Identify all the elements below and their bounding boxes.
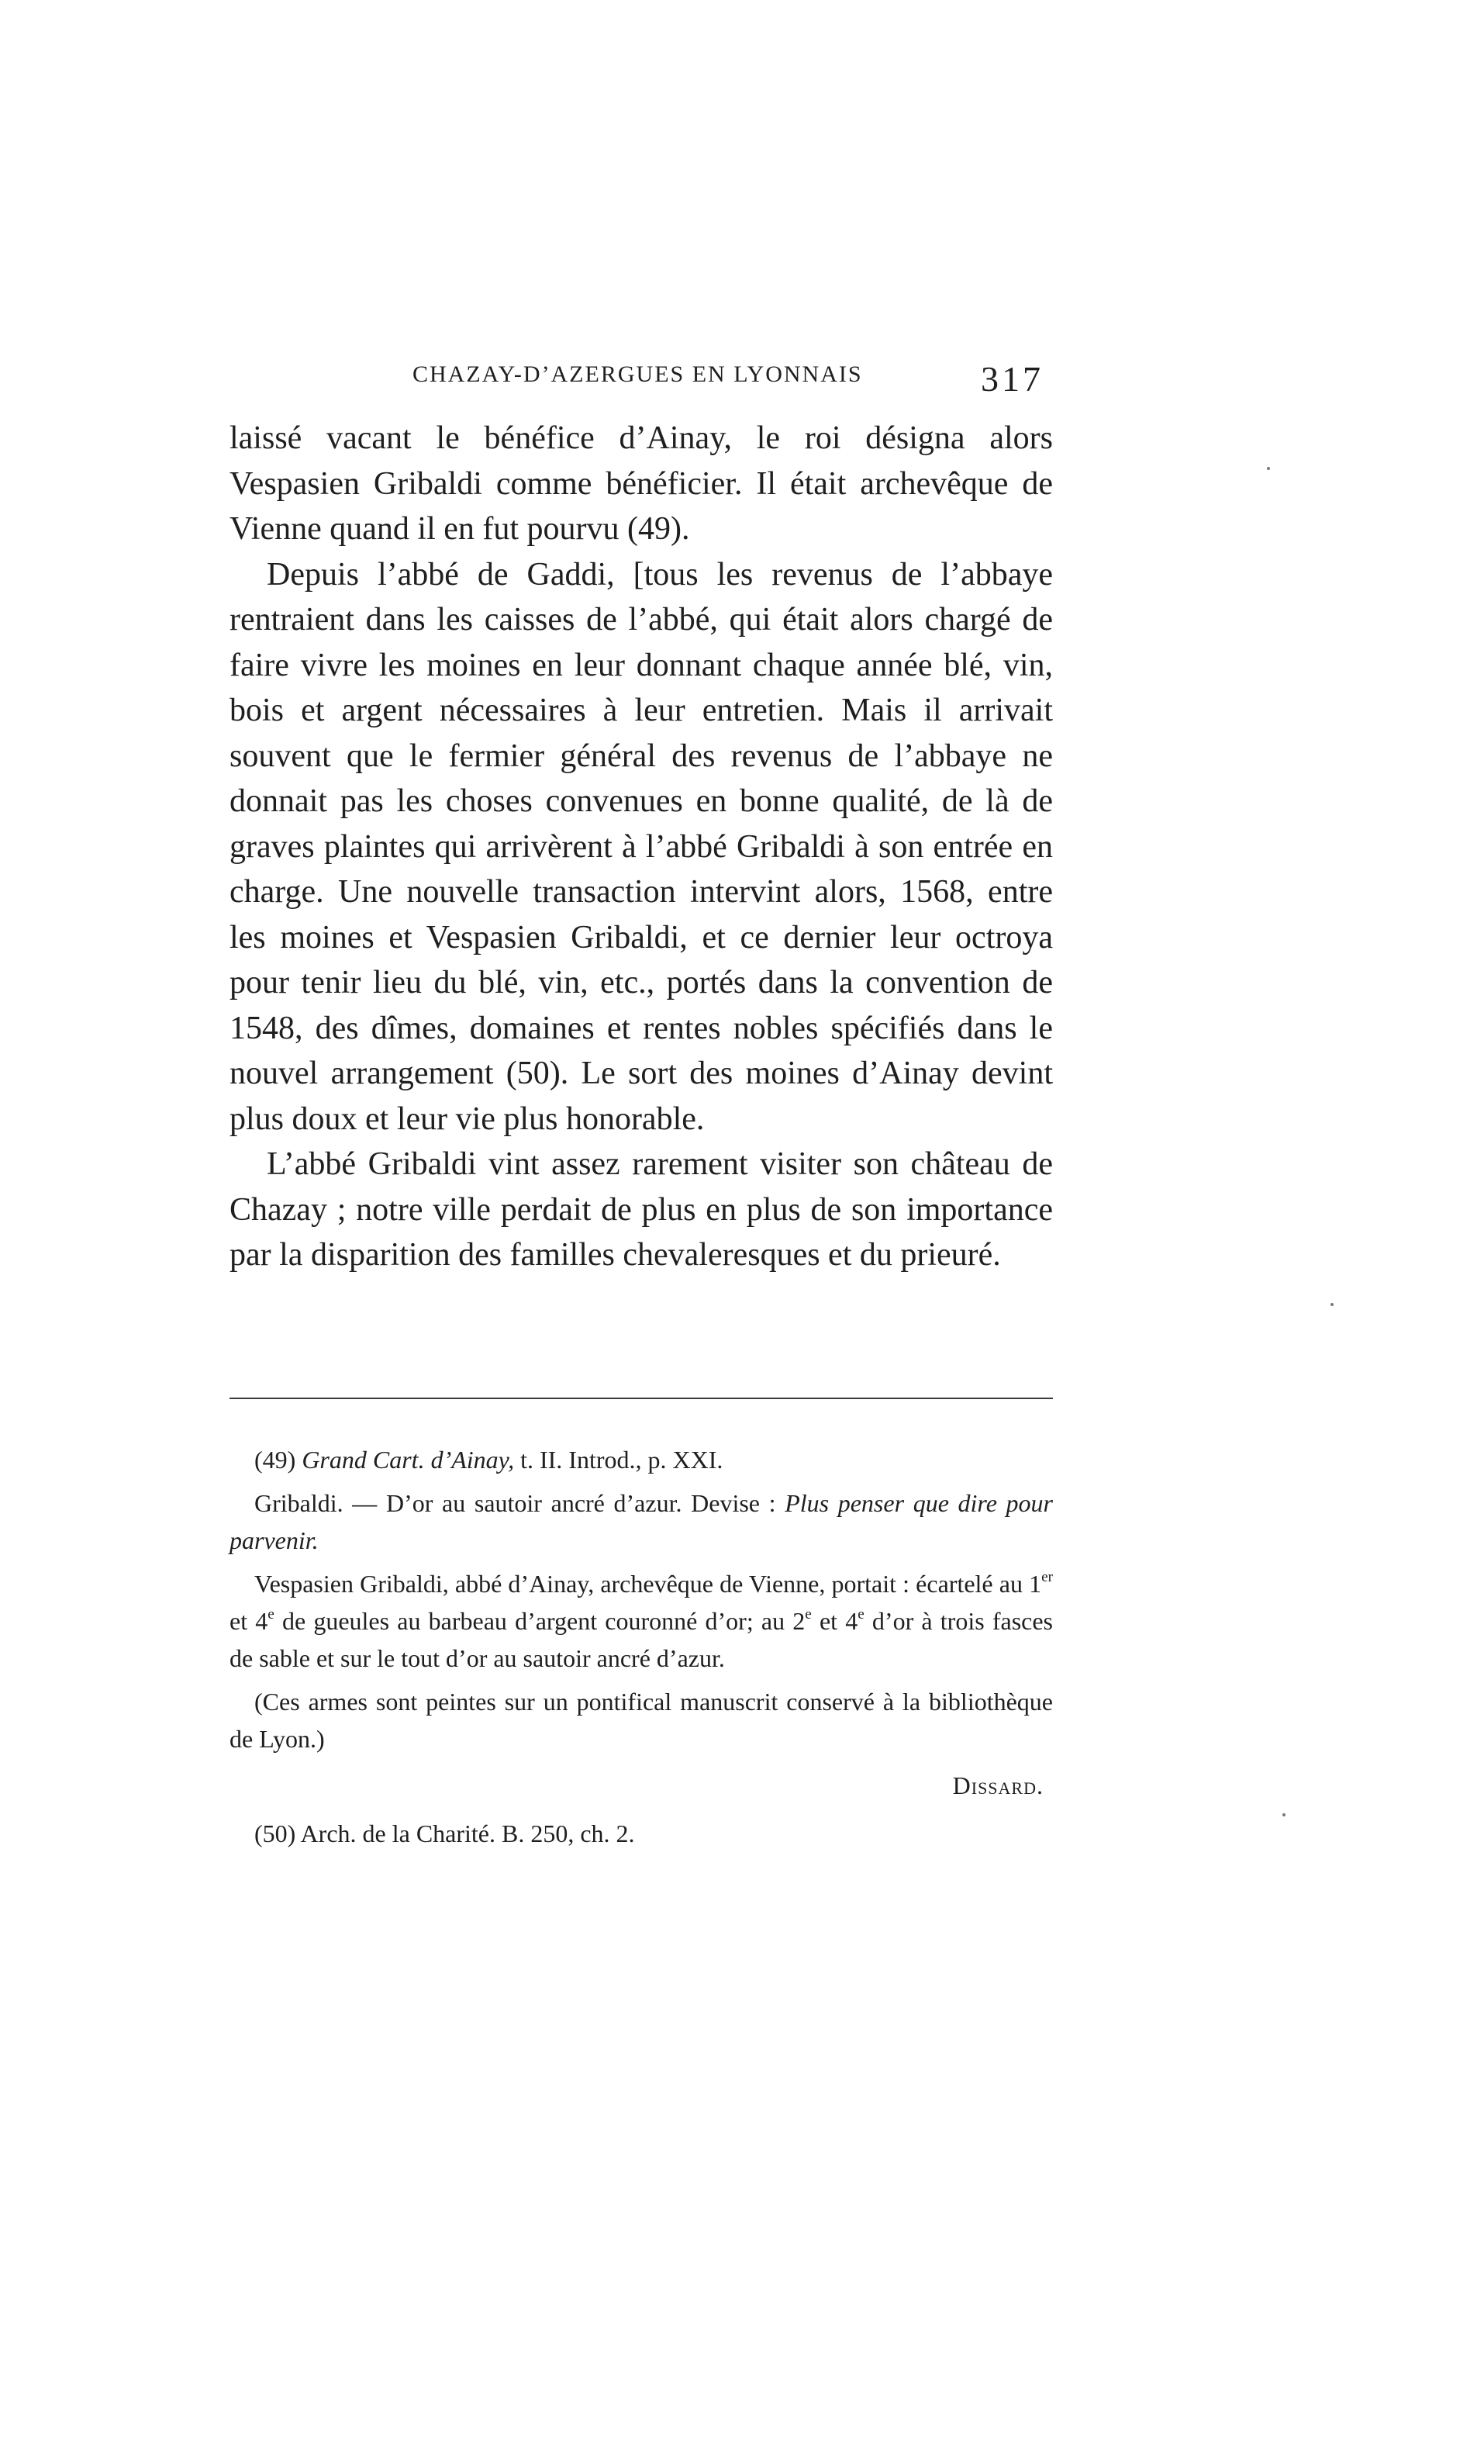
paragraph-2: Depuis l’abbé de Gaddi, [tous les revenus de l’abbaye rentraient dans les caisses de l’abbé, qui était alors chargé de faire vivre les moines en leur donnant chaque année blé, vin, bois et argent nécessaires à leur entretien. Mais il arrivait souvent que le fermier général des revenus de l’abbaye ne donnait pas les choses convenues en bonne qualité, de là de graves plaintes qui arrivèrent à l’abbé Gribaldi à son entrée en charge. Une nouvelle transaction intervint alors, 1568, entre les moines et Vespasien Gribaldi, et ce dernier leur octroya pour tenir lieu du blé, vin, etc., portés dans la convention de 1548, des dîmes, domaines et rentes nobles spécifiés dans le nouvel arrangement (50). Le sort des moines d’Ainay devint plus doux et leur vie plus honorable. — [230, 556, 1053, 1137]
page-number: 317 — [981, 359, 1044, 399]
running-head — [230, 358, 1053, 405]
vespasien-text-3: de gueules au barbeau d’argent couronné d’or; au 2 — [274, 1607, 806, 1635]
footnote-49 — [230, 1441, 1053, 1478]
footnote-vespasien-arms — [230, 1565, 1053, 1677]
margin-speck — [1330, 1303, 1334, 1306]
vespasien-text-4: et 4 — [811, 1607, 858, 1635]
footnote-signature: Dissard. — [952, 1771, 1044, 1799]
footnote-49-page: XXI. — [672, 1446, 723, 1474]
footnote-separator-rule — [230, 1398, 1053, 1399]
vespasien-text-2: et 4 — [230, 1607, 268, 1635]
paragraph-1: laissé vacant le bénéfice d’Ainay, le roi désigna alors Vespasien Gribaldi comme bénéficier. Il était archevêque de Vienne quand il en fut pourvu (49). — [230, 420, 1053, 547]
vespasien-text-5: d’or à trois fasces de sable et sur le tout d’or au sautoir ancré d’azur. — [230, 1607, 1054, 1672]
footnotes — [230, 1441, 1053, 1852]
vespasien-text-1: Vespasien Gribaldi, abbé d’Ainay, archevêque de Vienne, portait : écartelé au 1 — [254, 1570, 1042, 1598]
margin-speck — [1267, 467, 1270, 470]
superscript-e-1: e — [267, 1606, 274, 1623]
footnote-49-title: Grand Cart. d’Ainay, — [302, 1446, 515, 1474]
footnote-50: (50) Arch. de la Charité. B. 250, ch. 2. — [254, 1819, 635, 1847]
margin-speck — [1282, 1813, 1286, 1816]
superscript-e-3: e — [858, 1606, 865, 1623]
superscript-er: er — [1041, 1569, 1053, 1586]
footnote-49-ref: t. II. Introd., p. — [520, 1446, 667, 1474]
paragraph-3: L’abbé Gribaldi vint assez rarement visiter son château de Chazay ; notre ville perdait de plus en plus de son importance par la disparition des familles chevaleresques et du prieuré. — [230, 1146, 1053, 1273]
running-title: CHAZAY-D’AZERGUES EN LYONNAIS — [412, 361, 863, 387]
superscript-e-2: e — [805, 1606, 812, 1623]
footnote-ces-armes: (Ces armes sont peintes sur un pontifical manuscrit conservé à la bibliothèque de Lyon.) — [230, 1688, 1053, 1753]
footnote-gribaldi-arms — [230, 1484, 1053, 1559]
gribaldi-motto: Plus penser que dire pour parvenir. — [230, 1489, 1054, 1554]
footnote-49-marker: (49) — [254, 1446, 296, 1474]
gribaldi-arms-text: Gribaldi. — D’or au sautoir ancré d’azur. Devise : — [254, 1489, 776, 1517]
main-text — [230, 416, 1053, 1278]
